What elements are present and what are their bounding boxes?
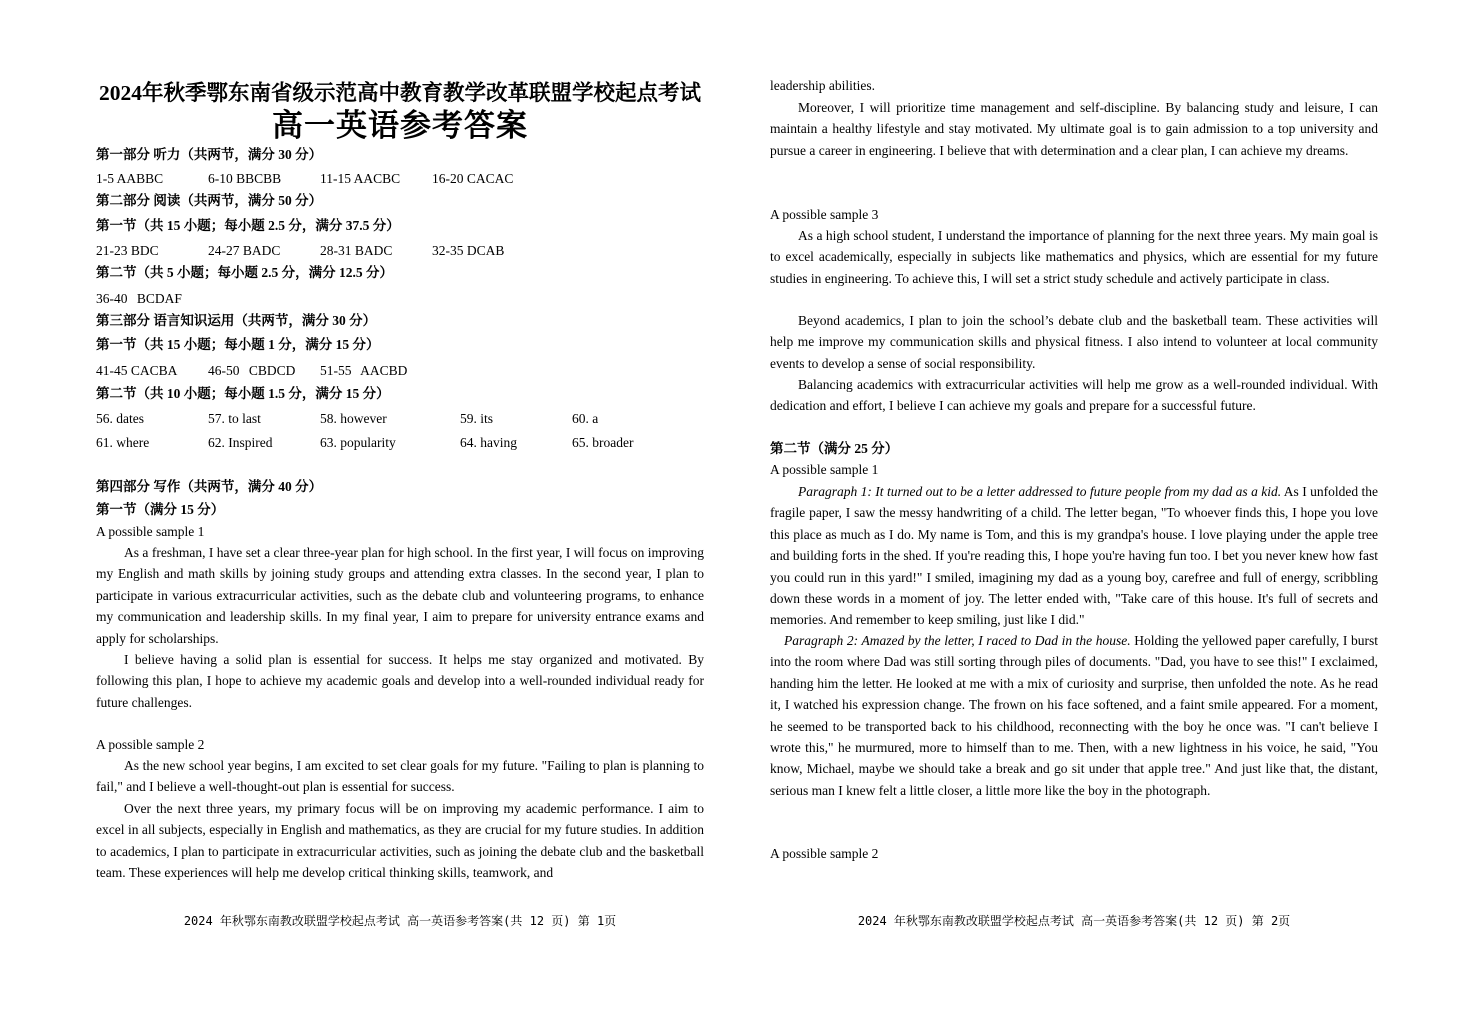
answer-item: 58. however [320, 411, 387, 426]
sample3-paragraph-1: As a high school student, I understand the importance of planning for the next three years. My main goal is to excel academically, especially in subjects like mathematics and physics, which are essential for my future studies in engineering. To achieve this, I will set a strict study schedule and actively participate in class. [770, 228, 1378, 286]
paragraph-2-body: Holding the yellowed paper carefully, I burst into the room where Dad was still sorting through piles of documents. "Dad, you have to see this!" I exclaimed, handing him the letter. He looked at me with a mix of curiosity and surprise, then unfolded the note. As he read it, I watched his expression change. The frown on his face softened, and a faint smile appeared. For a moment, he seemed to be transported back to his childhood, reconnecting with the boy he once was. "I can't believe I wrote this," he murmured, more to himself than to me. Then, with a new lightness in his voice, he said, "You know, Michael, maybe we should take a break and go sit under that apple tree." And just like that, the distant, serious man I knew felt a little closer, a little more like the boy in the photograph. [770, 633, 1379, 798]
part4-section1-heading: 第一节（满分 15 分） [96, 502, 225, 517]
part2-section1-heading: 第一节（共 15 小题；每小题 2.5 分，满分 37.5 分） [96, 218, 400, 233]
answer-group: 46-50 CBDCD [208, 363, 296, 378]
section2-sample2-label: A possible sample 2 [770, 846, 879, 861]
answer-group: 24-27 BADC [208, 243, 281, 258]
part2-section2-answers: 36-40 BCDAF [96, 291, 182, 306]
sample3-paragraph-2: Beyond academics, I plan to join the school’s debate club and the basketball team. These activities will help me improve my communication skills and physical fitness. I also intend to volunteer at local community events to develop a sense of social responsibility. [770, 313, 1378, 371]
sample2-label: A possible sample 2 [96, 737, 205, 752]
answer-item: 62. Inspired [208, 435, 273, 450]
answer-item: 57. to last [208, 411, 261, 426]
part2-heading: 第二部分 阅读（共两节，满分 50 分） [96, 193, 323, 208]
sample1-paragraph-1: As a freshman, I have set a clear three-year plan for high school. In the first year, I will focus on improving my English and math skills by joining study groups and attending extra classes. In the second year, I plan to participate in various extracurricular activities, such as the debate club and volunteering programs, to enhance my communication and leadership skills. In my final year, I aim to prepare for university entrance exams and apply for scholarships. [96, 545, 704, 646]
continuation-text: leadership abilities. [770, 78, 875, 93]
answer-group: 21-23 BDC [96, 243, 159, 258]
answer-group: 11-15 AACBC [320, 171, 401, 186]
answer-group: 32-35 DCAB [432, 243, 505, 258]
section2-sample1-label: A possible sample 1 [770, 462, 879, 477]
answer-item: 59. its [460, 411, 494, 426]
part1-heading: 第一部分 听力（共两节，满分 30 分） [96, 147, 323, 162]
sample1-paragraph-2: I believe having a solid plan is essential for success. It helps me stay organized and motivated. By following this plan, I hope to achieve my academic goals and develop into a well-rounded individual ready for future challenges. [96, 652, 704, 710]
sample3-paragraph-3: Balancing academics with extracurricular activities will help me grow as a well-rounded individual. With dedication and effort, I believe I can achieve my goals and prepare for a successful future. [770, 377, 1378, 414]
part4-section2-heading: 第二节（满分 25 分） [770, 441, 899, 456]
answer-item: 64. having [460, 435, 517, 450]
exam-title: 2024年秋季鄂东南省级示范高中教育教学改革联盟学校起点考试 [98, 81, 701, 105]
sample2-paragraph-2: Over the next three years, my primary focus will be on improving my academic performance. I aim to excel in all subjects, especially in English and mathematics, as they are crucial for my future studies. In addition to academics, I plan to participate in extracurricular activities, such as joining the debate club and the basketball team. These experiences will help me develop critical thinking skills, teamwork, and [96, 801, 704, 881]
page-1-footer: 2024 年秋鄂东南教改联盟学校起点考试 高一英语参考答案(共 12 页) 第 1页 [183, 914, 617, 928]
part3-section2-heading: 第二节（共 10 小题；每小题 1.5 分，满分 15 分） [96, 386, 390, 401]
sample1-label: A possible sample 1 [96, 524, 205, 539]
sample2-paragraph-3: Moreover, I will prioritize time management and self-discipline. By balancing study and leisure, I can maintain a healthy lifestyle and stay motivated. My ultimate goal is to gain admission to a top university and pursue a career in engineering. I believe that with determination and a clear plan, I can achieve my dreams. [770, 100, 1378, 158]
paragraph-1-body: As I unfolded the fragile paper, I saw the messy handwriting of a child. The letter began, "To whoever finds this, I hope you love this place as much as I do. My name is Tom, and this is my grandpa's house. I love playing under the apple tree and building forts in the shed. If you're reading this, I hope you're having fun too. I bet you never knew how fast you could run in this yard!" I smiled, imagining my dad as a young boy, carefree and full of energy, scribbling down these words in a moment of joy. The letter ended with, "Take care of this house. It's full of secrets and memories. And remember to keep smiling, just like I did." [770, 484, 1378, 628]
sample2-paragraph-1: As the new school year begins, I am excited to set clear goals for my future. "Failing to plan is planning to fail," and I believe a well-thought-out plan is essential for success. [96, 758, 704, 795]
answer-item: 60. a [572, 411, 599, 426]
continuation-paragraph-2 [770, 630, 1378, 801]
part3-section1-heading: 第一节（共 15 小题；每小题 1 分，满分 15 分） [96, 337, 380, 352]
part4-heading: 第四部分 写作（共两节，满分 40 分） [96, 479, 323, 494]
continuation-paragraph-1 [770, 481, 1378, 631]
answer-item: 61. where [96, 435, 150, 450]
answer-item: 56. dates [96, 411, 144, 426]
paragraph-2-opening: Paragraph 2: Amazed by the letter, I raced to Dad in the house. [784, 633, 1131, 648]
answer-group: 6-10 BBCBB [208, 171, 282, 186]
page-2-footer: 2024 年秋鄂东南教改联盟学校起点考试 高一英语参考答案(共 12 页) 第 2页 [857, 914, 1291, 928]
part3-heading: 第三部分 语言知识运用（共两节，满分 30 分） [96, 313, 377, 328]
answer-group: 1-5 AABBC [96, 171, 164, 186]
paragraph-1-opening: Paragraph 1: It turned out to be a letter addressed to future people from my dad as a kid. [798, 484, 1282, 499]
part2-section2-heading: 第二节（共 5 小题；每小题 2.5 分，满分 12.5 分） [96, 265, 393, 280]
answer-group: 28-31 BADC [320, 243, 393, 258]
sample3-label: A possible sample 3 [770, 207, 879, 222]
answer-group: 51-55 AACBD [320, 363, 408, 378]
answer-key-title: 高一英语参考答案 [272, 108, 528, 143]
answer-group: 16-20 CACAC [432, 171, 514, 186]
answer-item: 63. popularity [320, 435, 396, 450]
answer-group: 41-45 CACBA [96, 363, 178, 378]
answer-item: 65. broader [572, 435, 634, 450]
